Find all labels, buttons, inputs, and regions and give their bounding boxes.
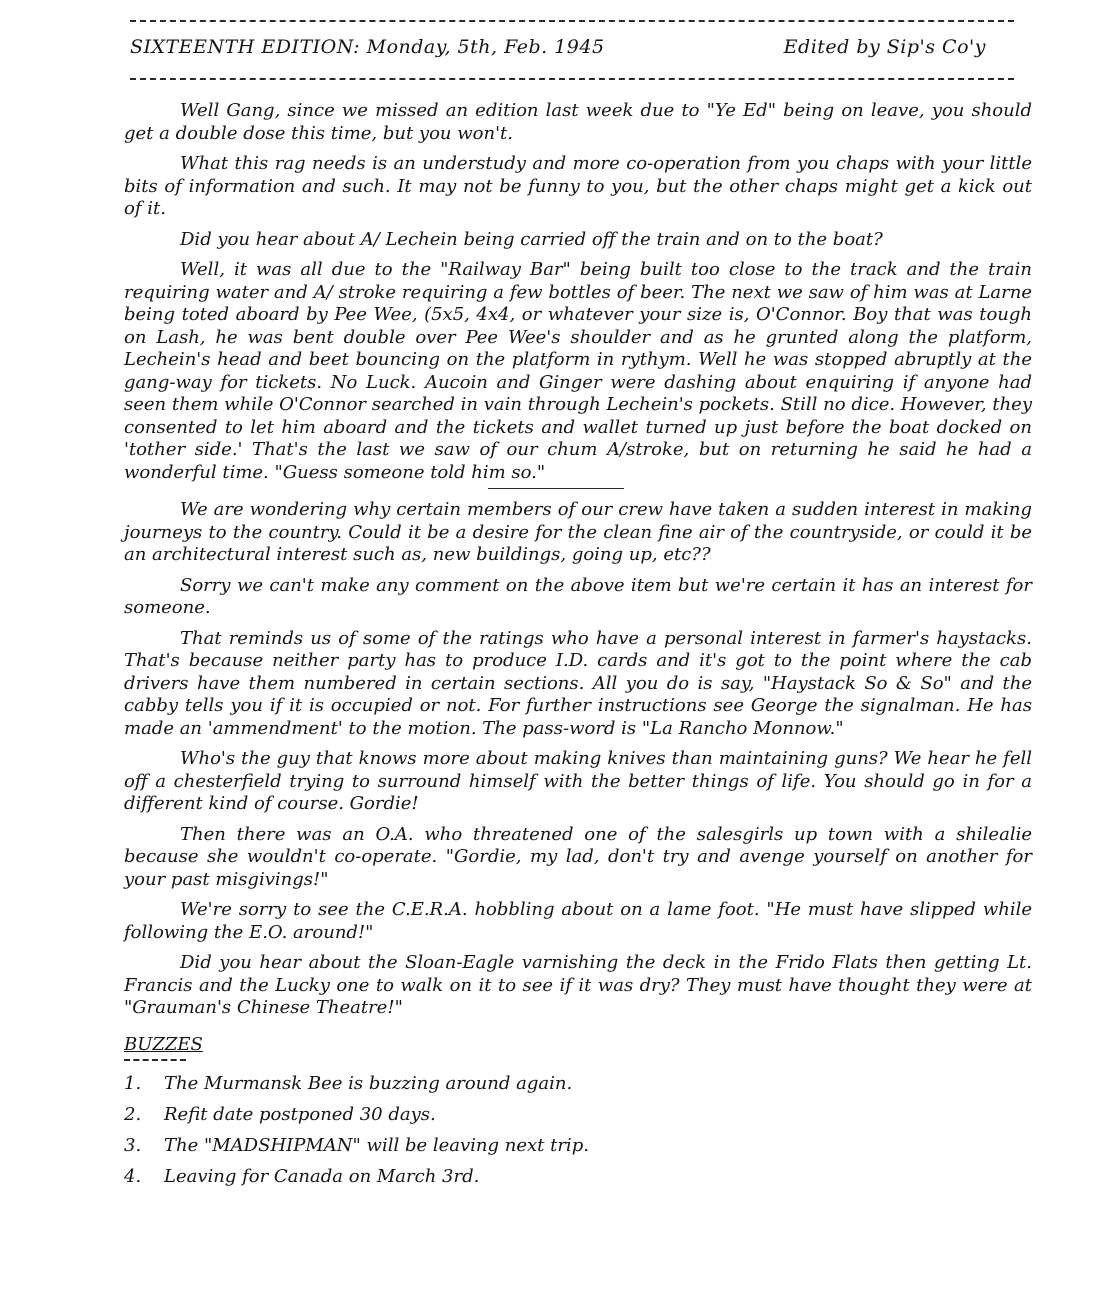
list-item — [124, 1104, 1032, 1126]
paragraph-knives: Who's the guy that knows more about making knives than maintaining guns? We hear he fell off a chesterfield trying to surround himself with the better things of life. You should go in for a different kind of course. Gordie! — [124, 748, 1032, 814]
paragraph-haystacks: That reminds us of some of the ratings who have a personal interest in farmer's haystacks. That's because neither party has to produce I.D. cards and it's got to the point where the cab drivers have them numbered in certain sections. All you do is say, "Haystack So & So" and the cabby tells you if it is occupied or not. For further instructions see George the signalman. He has made an 'ammendment' to the motion. The pass-word is "La Rancho Monnow." — [124, 627, 1032, 739]
paragraph-cera: We're sorry to see the C.E.R.A. hobbling about on a lame foot. "He must have slipped while following the E.O. around!" — [124, 899, 1032, 943]
buzz-number: 1. — [124, 1072, 142, 1094]
paragraph-understudy: What this rag needs is an understudy and more co-operation from you chaps with your little bits of information and such. It may not be funny to you, but the other chaps might get a kick out of it. — [124, 153, 1032, 219]
buzz-number: 2. — [124, 1103, 142, 1125]
newsletter-header — [130, 36, 1014, 68]
paragraph-country-journeys: We are wondering why certain members of our crew have taken a sudden interest in making journeys to the country. Could it be a desire for the clean fine air of the countryside, or could it be an architectural interest such as, new buildings, going up, etc?? — [124, 499, 1032, 565]
buzz-number: 3. — [124, 1134, 142, 1156]
paragraph-railway-bar: Well, it was all due to the "Railway Bar" being built too close to the track and the train requiring water and A/ stroke requiring a few bottles of beer. The next we saw of him was at Larne being toted aboard by Pee Wee, (5x5, 4x4, or whatever your size is, O'Connor. Boy that was tough on Lash, he was bent double over Pee Wee's shoulder and as he grunted along the platform, Lechein's head and beet bouncing on the platform in rythym. Well he was stopped abruptly at the gang-way for tickets. No Luck. Aucoin and Ginger were dashing about enquiring if anyone had seen them while O'Connor searched in vain through Lechein's pockets. Still no dice. However, they consented to let him aboard and the tickets and wallet turned up just before the boat docked on 'tother side.' That's the last we saw of our chum A/stroke, but on returning he said he had a wonderful time. "Guess someone told him so." — [124, 259, 1032, 483]
buzzes-dashed-rule — [124, 1059, 186, 1061]
section-separator — [488, 488, 624, 489]
list-item — [124, 1166, 1032, 1188]
buzz-text: The "MADSHIPMAN" will be leaving next trip. — [164, 1134, 589, 1156]
editor-credit: Edited by Sip's Co'y — [783, 36, 986, 58]
buzzes-heading: BUZZES — [124, 1033, 203, 1055]
newsletter-body — [124, 100, 1032, 1197]
list-item — [124, 1073, 1032, 1095]
paragraph-intro: Well Gang, since we missed an edition last week due to "Ye Ed" being on leave, you should get a double dose this time, but you won't. — [124, 100, 1032, 144]
buzz-text: Leaving for Canada on March 3rd. — [164, 1165, 480, 1187]
buzzes-list — [124, 1073, 1032, 1188]
buzz-text: The Murmansk Bee is buzzing around again. — [164, 1072, 573, 1094]
paragraph-no-comment: Sorry we can't make any comment on the above item but we're certain it has an interest for someone. — [124, 574, 1032, 618]
paragraph-salesgirl: Then there was an O.A. who threatened one of the salesgirls up town with a shilealie because she wouldn't co-operate. "Gordie, my lad, don't try and avenge yourself on another for your past misgivings!" — [124, 823, 1032, 890]
paragraph-lechein-question: Did you hear about A/ Lechein being carried off the train and on to the boat? — [180, 228, 883, 250]
top-dashed-rule — [130, 20, 1014, 22]
list-item — [124, 1135, 1032, 1157]
edition-line: SIXTEENTH EDITION: Monday, 5th, Feb. 1945 — [130, 36, 605, 58]
paragraph-varnish: Did you hear about the Sloan-Eagle varnishing the deck in the Frido Flats then getting Lt. Francis and the Lucky one to walk on it to see if it was dry? They must have thought they were at "Grauman's Chinese Theatre!" — [124, 952, 1032, 1018]
header-dashed-rule — [130, 78, 1014, 80]
buzz-text: Refit date postponed 30 days. — [164, 1103, 436, 1125]
buzz-number: 4. — [124, 1165, 142, 1187]
